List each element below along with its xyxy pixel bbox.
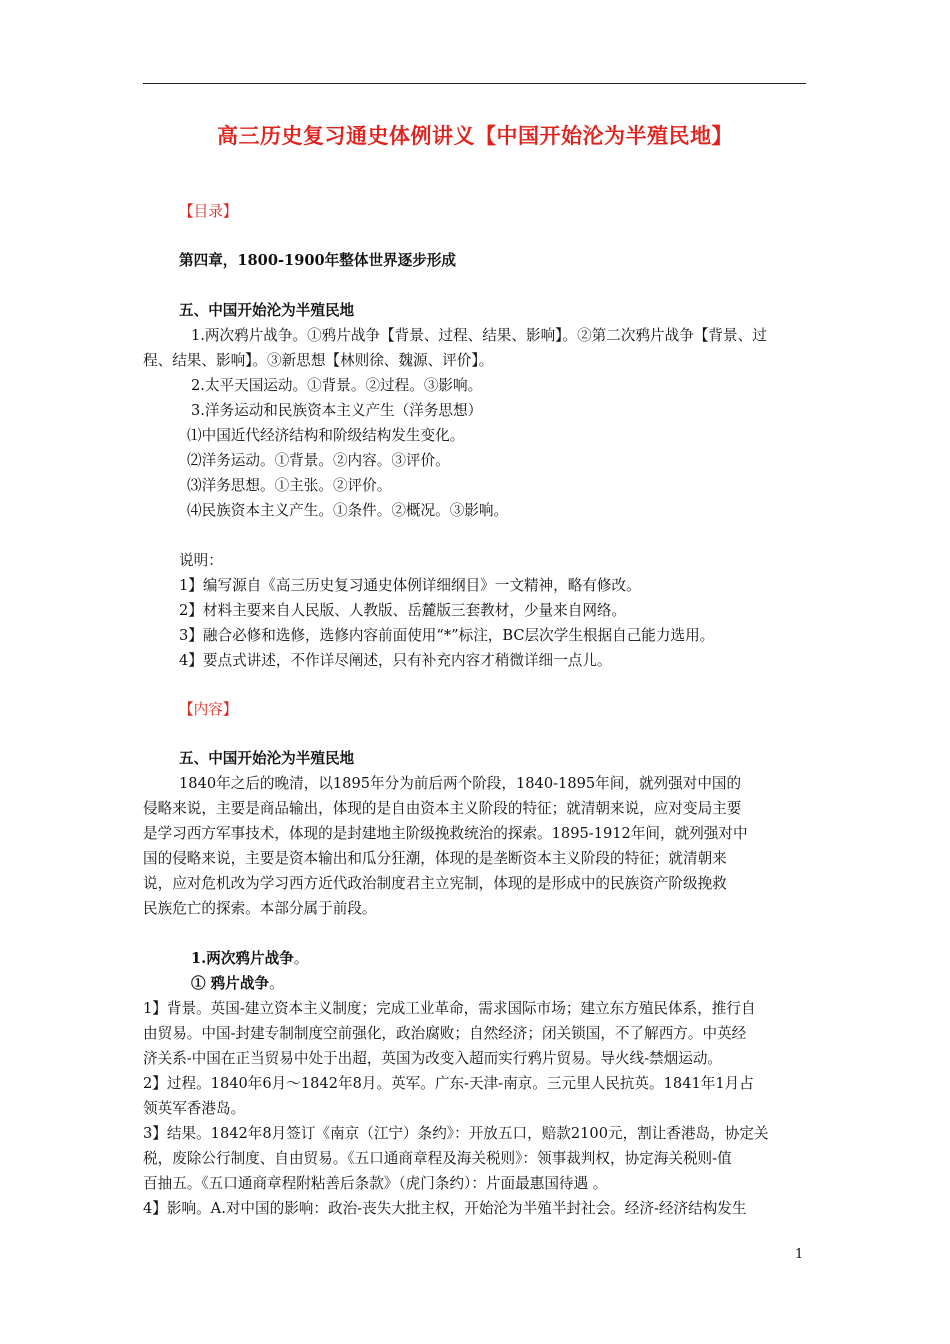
subheading-punct: 。 — [293, 950, 309, 967]
intro-line: 1840年之后的晚清，以1895年分为前后两个阶段，1840-1895年间，就列强对中国的 — [179, 775, 742, 792]
header-rule — [143, 83, 806, 84]
subheading-opium-wars — [191, 949, 308, 969]
note-item: 3】融合必修和选修，选修内容前面使用“*”标注，BC层次学生根据自己能力选用。 — [179, 627, 715, 644]
note-item: 2】材料主要来自人民版、人教版、岳麓版三套教材，少量来自网络。 — [179, 602, 627, 619]
body-line: 济关系-中国在正当贸易中处于出超，英国为改变入超而实行鸦片贸易。导火线-禁烟运动。 — [143, 1050, 723, 1067]
toc-section: 五、中国开始沦为半殖民地 — [179, 302, 355, 319]
body-line: 税，废除公行制度、自由贸易。《五口通商章程及海关税则》：领事裁判权，协定海关税则-值 — [143, 1150, 732, 1167]
document-title: 高三历史复习通史体例讲义【中国开始沦为半殖民地】 — [217, 123, 733, 148]
toc-item: ⑴中国近代经济结构和阶级结构发生变化。 — [187, 427, 465, 444]
note-item: 4】要点式讲述，不作详尽阐述，只有补充内容才稍微详细一点儿。 — [179, 652, 612, 669]
toc-heading: 【目录】 — [179, 203, 238, 220]
toc-item: 3.洋务运动和民族资本主义产生（洋务思想） — [191, 402, 483, 419]
body-line: 由贸易。中国-封建专制制度空前强化，政治腐败；自然经济；闭关锁国，不了解西方。中英经 — [143, 1025, 747, 1042]
intro-line: 国的侵略来说，主要是资本输出和瓜分狂潮，体现的是垄断资本主义阶段的特征；就清朝来 — [143, 850, 727, 867]
toc-item: ⑶洋务思想。①主张。②评价。 — [187, 477, 392, 494]
subheading-punct: 。 — [269, 975, 284, 992]
page-number: 1 — [795, 1247, 804, 1262]
subheading-first-opium-war — [191, 974, 284, 994]
toc-item: 2.太平天国运动。①背景。②过程。③影响。 — [191, 377, 483, 394]
subheading-text: 1.两次鸦片战争 — [191, 950, 294, 967]
toc-item: 程、结果、影响】。③新思想【林则徐、魏源、评价】。 — [143, 352, 494, 369]
notes-heading: 说明： — [179, 552, 223, 569]
body-line: 2】过程。1840年6月～1842年8月。英军。广东-天津-南京。三元里人民抗英。1841年1月占 — [143, 1075, 754, 1092]
body-line: 百抽五。《五口通商章程附粘善后条款》（虎门条约）：片面最惠国待遇 。 — [143, 1175, 608, 1192]
body-line: 1】背景。英国-建立资本主义制度；完成工业革命，需求国际市场；建立东方殖民体系，推行自 — [143, 1000, 756, 1017]
toc-item: ⑵洋务运动。①背景。②内容。③评价。 — [187, 452, 450, 469]
body-line: 领英军香港岛。 — [143, 1100, 246, 1117]
intro-line: 说，应对危机改为学习西方近代政治制度君主立宪制，体现的是形成中的民族资产阶级挽救 — [143, 875, 727, 892]
intro-line: 民族危亡的探索。本部分属于前段。 — [143, 900, 377, 917]
toc-item: ⑷民族资本主义产生。①条件。②概况。③影响。 — [187, 502, 509, 519]
body-line: 4】影响。A.对中国的影响：政治-丧失大批主权，开始沦为半殖半封社会。经济-经济结构发生 — [143, 1200, 747, 1217]
body-line: 3】结果。1842年8月签订《南京（江宁）条约》：开放五口，赔款2100元，割让香港岛，协定关 — [143, 1125, 769, 1142]
content-heading: 【内容】 — [179, 701, 238, 718]
intro-line: 是学习西方军事技术，体现的是封建地主阶级挽救统治的探索。1895-1912年间，就列强对中 — [143, 825, 748, 842]
toc-chapter: 第四章，1800-1900年整体世界逐步形成 — [179, 252, 457, 269]
note-item: 1】编写源自《高三历史复习通史体例详细纲目》一文精神，略有修改。 — [179, 577, 641, 594]
subheading-text: ① 鸦片战争 — [191, 975, 270, 992]
intro-line: 侵略来说，主要是商品输出，体现的是自由资本主义阶段的特征；就清朝来说，应对变局主要 — [143, 800, 742, 817]
toc-item: 1.两次鸦片战争。①鸦片战争【背景、过程、结果、影响】。②第二次鸦片战争【背景、过 — [191, 327, 767, 344]
content-section: 五、中国开始沦为半殖民地 — [179, 750, 355, 767]
